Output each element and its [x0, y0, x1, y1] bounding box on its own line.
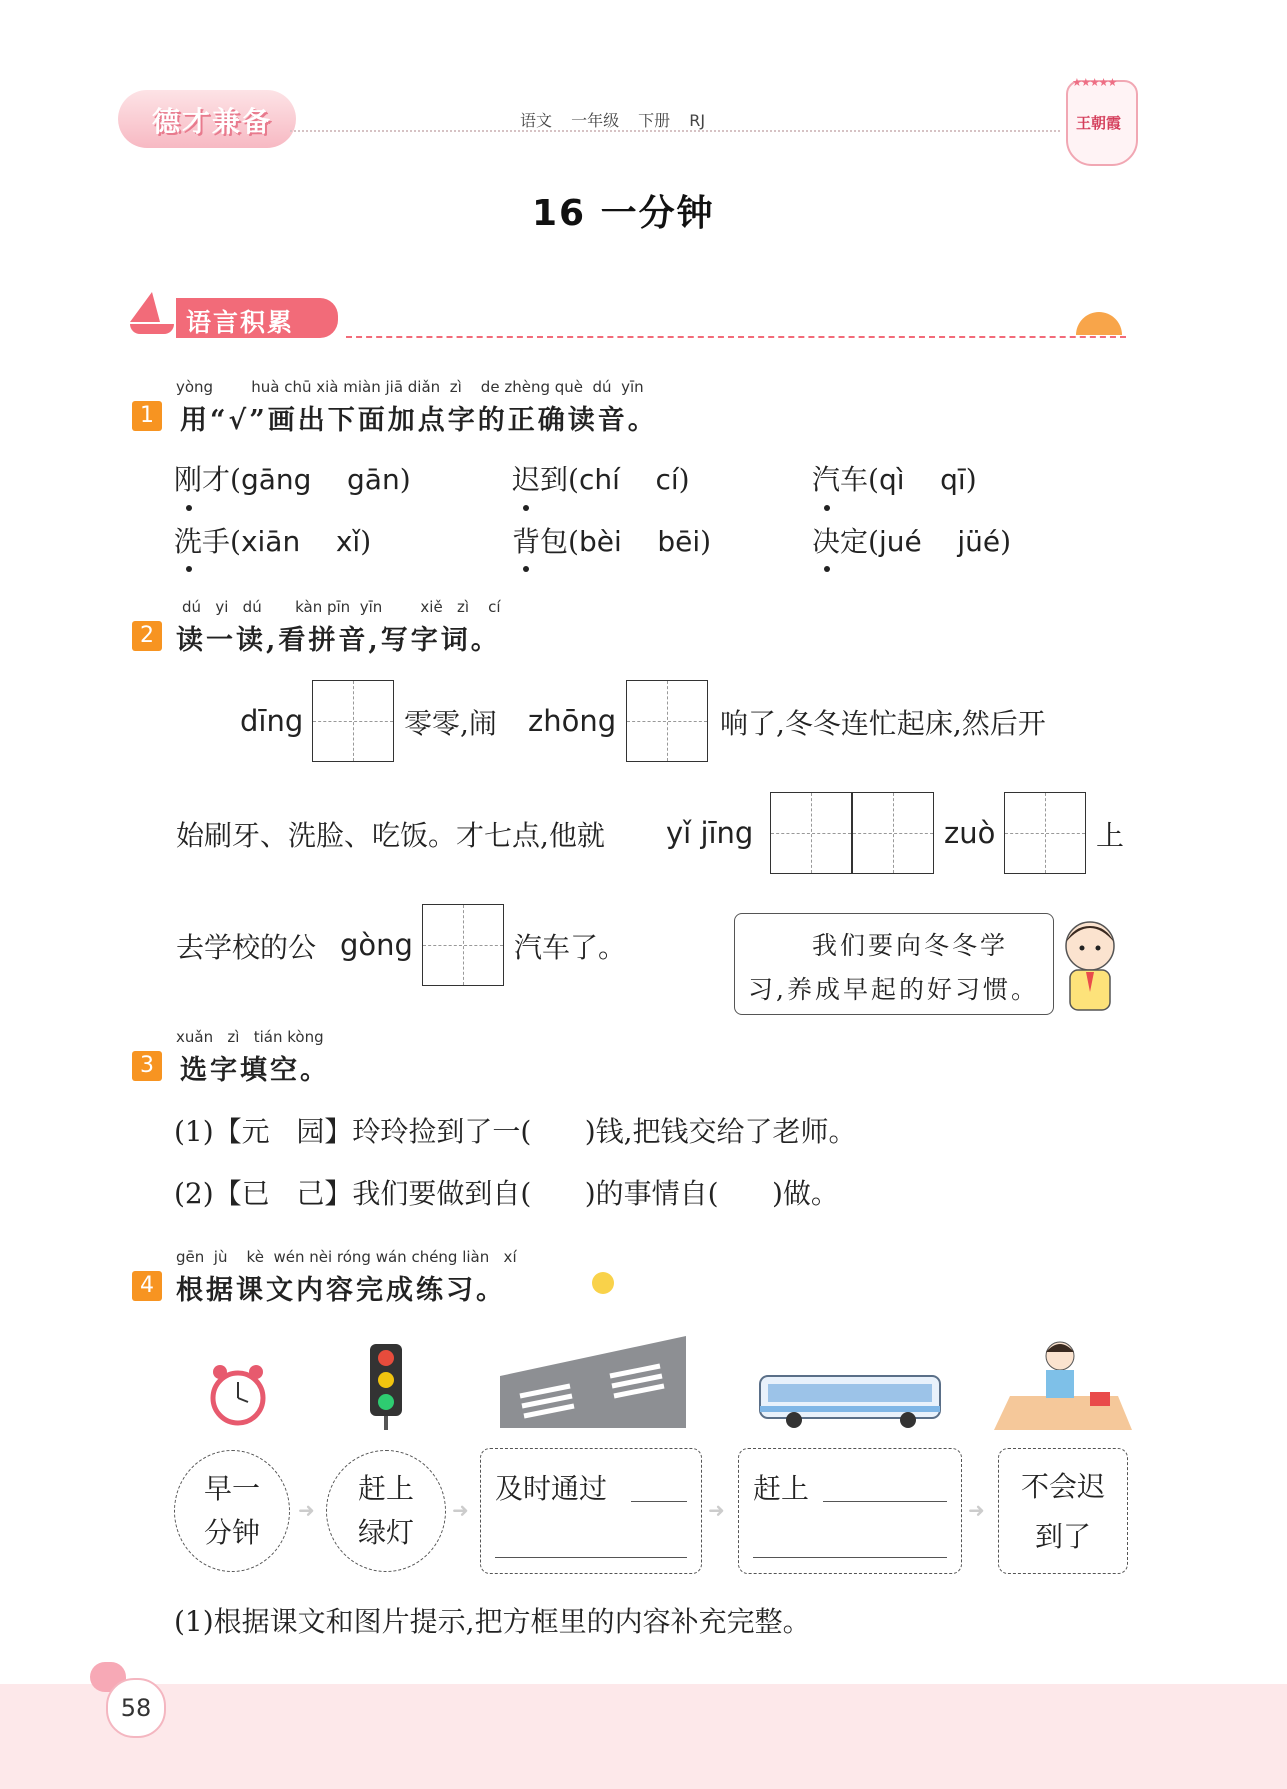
pinyin-hint: dīng	[240, 704, 304, 738]
q2-number: 2	[132, 621, 162, 651]
q4-number: 4	[132, 1271, 162, 1301]
emphasis-dot	[186, 505, 192, 511]
q2-text: 读一读,看拼音,写字词。	[176, 625, 501, 656]
bus-illustration	[758, 1372, 944, 1430]
seal-name: 王朝霞	[1076, 114, 1122, 132]
arrow-icon: ➜	[452, 1498, 469, 1522]
q1-item: 迟到(chí cí)	[512, 463, 690, 496]
page-number: 58	[106, 1678, 166, 1738]
boy-illustration	[1046, 912, 1132, 1016]
option-b[interactable]: gān	[347, 463, 400, 496]
option-b[interactable]: bēi	[657, 525, 701, 558]
q1-number: 1	[132, 401, 162, 431]
option-a[interactable]: jué	[878, 525, 922, 558]
logo-text: 德才兼备	[152, 105, 273, 138]
q1-pinyin: yòng huà chū xià miàn jiā diǎn zì de zhèng què dú yīn	[176, 378, 644, 396]
emphasis-dot	[824, 505, 830, 511]
writing-box[interactable]	[422, 904, 504, 986]
option-a[interactable]: bèi	[578, 525, 622, 558]
section-label: 语言积累	[186, 308, 295, 337]
writing-box[interactable]	[770, 792, 852, 874]
flow-box: 及时通过	[480, 1448, 702, 1574]
writing-box[interactable]	[626, 680, 708, 762]
writing-box[interactable]	[312, 680, 394, 762]
arrow-icon: ➜	[708, 1498, 725, 1522]
page-footer	[0, 1684, 1287, 1789]
emphasis-dot	[824, 566, 830, 572]
sailboat-icon	[130, 292, 160, 322]
crosswalk-illustration	[500, 1336, 686, 1428]
q4-subquestion: (1)根据课文和图片提示,把方框里的内容补充完整。	[174, 1605, 811, 1638]
pinyin-hint: yǐ jīng	[666, 816, 754, 850]
writing-box[interactable]	[852, 792, 934, 874]
emphasis-dot	[523, 566, 529, 572]
speech-bubble-text: 我们要向冬冬学习,养成早起的好习惯。	[748, 931, 1039, 1004]
lightbulb-icon	[592, 1272, 614, 1294]
sentence-text: 零零,闹	[404, 707, 497, 740]
q2-pinyin: dú yi dú kàn pīn yīn xiě zì cí	[182, 598, 501, 616]
option-b[interactable]: cí	[655, 463, 679, 496]
option-a[interactable]: chí	[578, 463, 620, 496]
q4-text: 根据课文内容完成练习。	[176, 1275, 506, 1306]
sunset-icon	[1076, 312, 1122, 335]
boy-reading-illustration	[994, 1336, 1132, 1432]
option-b[interactable]: jüé	[957, 525, 1001, 558]
flow-box: 不会迟 到了	[998, 1448, 1128, 1574]
q3-item[interactable]: (2)【已 己】我们要做到自( )的事情自( )做。	[174, 1177, 839, 1210]
sentence-text: 始刷牙、洗脸、吃饭。才七点,他就	[176, 819, 605, 852]
sentence-text: 汽车了。	[514, 931, 627, 964]
emphasis-dot	[186, 566, 192, 572]
answer-line[interactable]	[631, 1501, 687, 1502]
answer-line[interactable]	[753, 1557, 947, 1558]
flow-step: 赶上 绿灯	[326, 1450, 446, 1572]
book-logo	[118, 90, 296, 148]
sentence-text: 响了,冬冬连忙起床,然后开	[720, 707, 1046, 740]
option-a[interactable]: gāng	[240, 463, 312, 496]
pinyin-hint: zuò	[944, 816, 996, 850]
option-a[interactable]: qì	[878, 463, 905, 496]
flow-box: 赶上	[738, 1448, 962, 1574]
sentence-text: 上	[1096, 819, 1125, 852]
q1-item: 洗手(xiān xǐ)	[174, 525, 372, 558]
q1-text: 用“√”画出下面加点字的正确读音。	[180, 405, 658, 436]
answer-line[interactable]	[823, 1501, 947, 1502]
sentence-text: 去学校的公	[176, 931, 317, 964]
option-a[interactable]: xiān	[240, 525, 301, 558]
seal-stars: ★★★★★	[1072, 76, 1117, 89]
q4-pinyin: gēn jù kè wén nèi róng wán chéng liàn xí	[176, 1248, 517, 1266]
teacher-seal	[1066, 76, 1138, 166]
q1-item: 决定(jué jüé)	[812, 525, 1012, 558]
traffic-light-icon	[364, 1344, 408, 1430]
arrow-icon: ➜	[298, 1498, 315, 1522]
option-b[interactable]: xǐ	[335, 525, 361, 558]
section-divider	[346, 336, 1126, 338]
pinyin-hint: zhōng	[528, 704, 617, 738]
q1-item: 刚才(gāng gān)	[174, 463, 411, 496]
flow-step: 早一 分钟	[174, 1450, 290, 1572]
q3-text: 选字填空。	[180, 1055, 330, 1086]
pinyin-hint: gòng	[340, 928, 413, 962]
header-meta: 语文 一年级 下册 RJ	[520, 111, 706, 130]
q3-pinyin: xuǎn zì tián kòng	[176, 1028, 324, 1046]
q3-item[interactable]: (1)【元 园】玲玲捡到了一( )钱,把钱交给了老师。	[174, 1115, 857, 1148]
arrow-icon: ➜	[968, 1498, 985, 1522]
section-banner	[176, 298, 338, 338]
answer-line[interactable]	[495, 1557, 687, 1558]
option-b[interactable]: qī	[940, 463, 966, 496]
q1-item: 背包(bèi bēi)	[512, 525, 712, 558]
page-title: 16 一分钟	[532, 193, 715, 234]
q3-number: 3	[132, 1051, 162, 1081]
alarm-clock-icon	[206, 1362, 270, 1428]
emphasis-dot	[523, 505, 529, 511]
sailboat-hull-icon	[130, 324, 174, 334]
writing-box[interactable]	[1004, 792, 1086, 874]
q1-item: 汽车(qì qī)	[812, 463, 977, 496]
